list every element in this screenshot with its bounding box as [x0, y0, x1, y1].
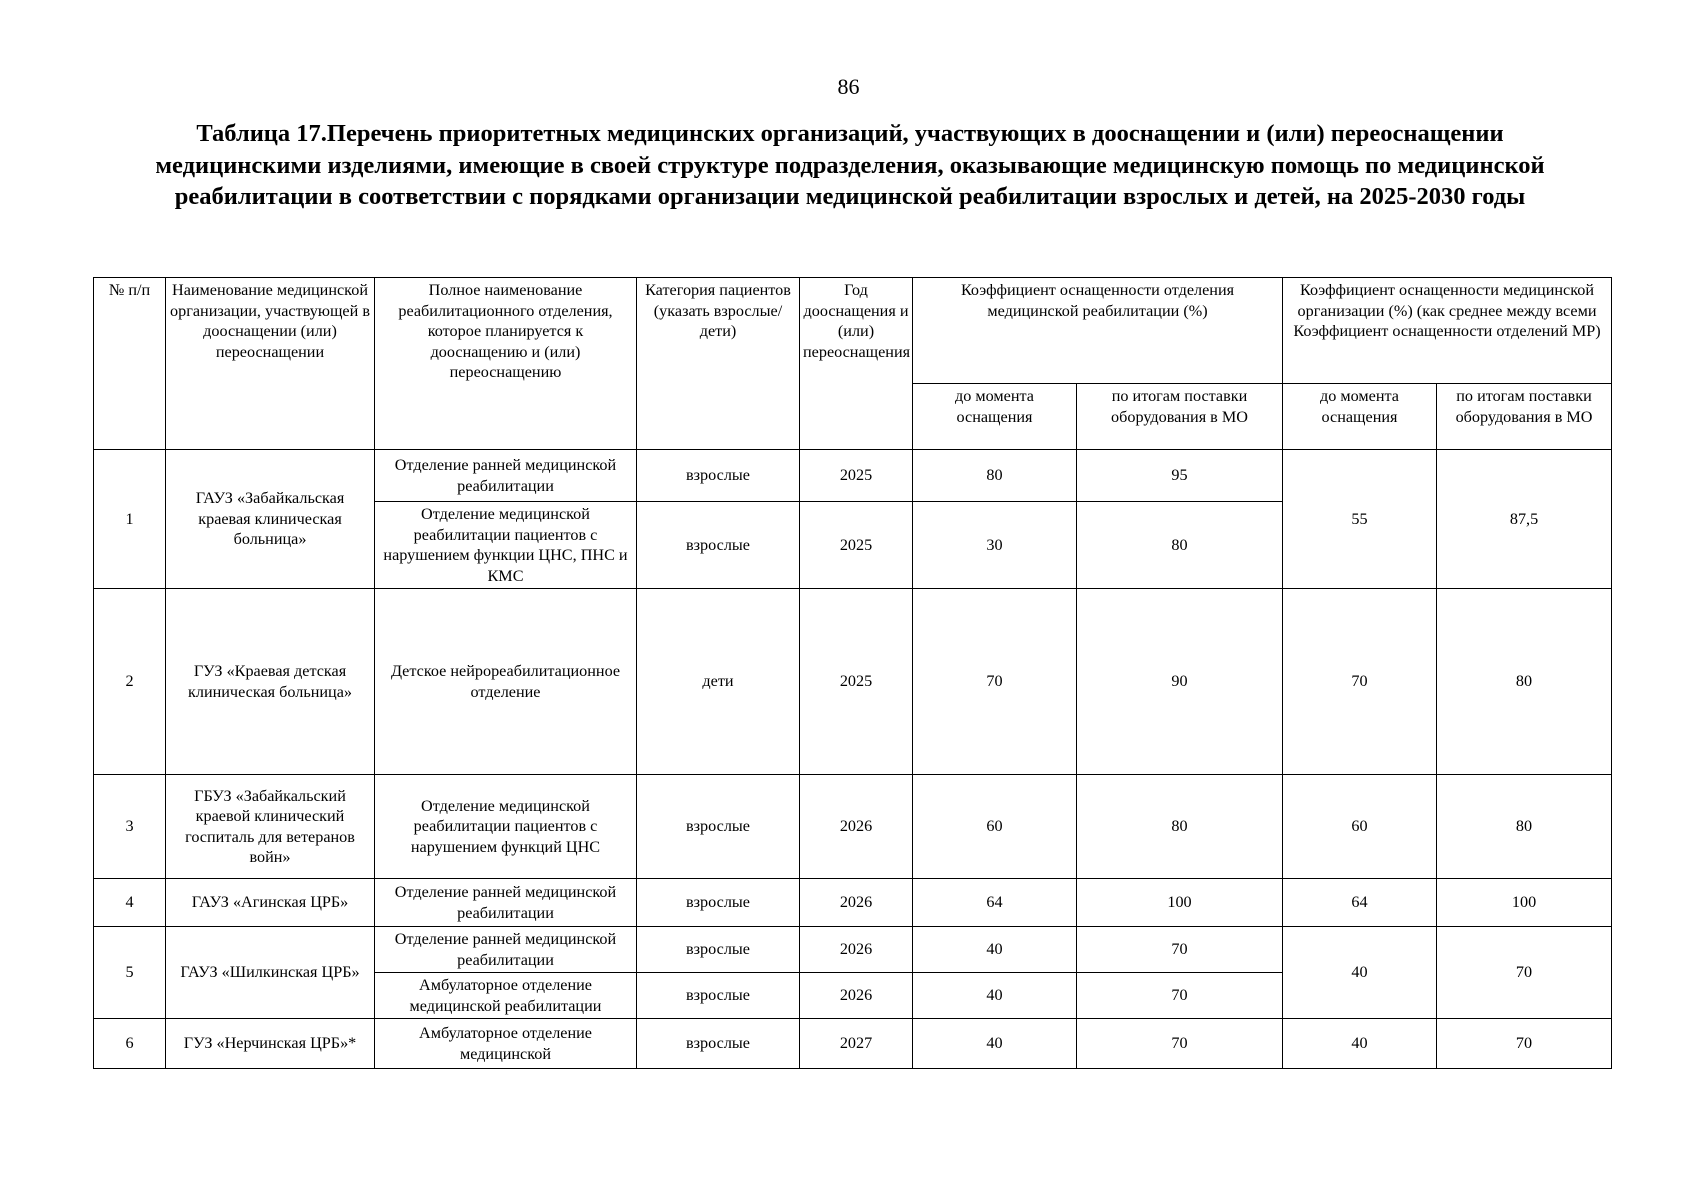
dept-name: Отделение медицинской реабилитации пациентов с нарушением функций ЦНС — [375, 775, 637, 879]
header-dept: Полное наименование реабилитационного отделения, которое планируется к дооснащению и (или) переоснащению — [375, 278, 637, 450]
category: взрослые — [637, 973, 800, 1019]
header-org: Наименование медицинской организации, участвующей в дооснащении (или) переоснащении — [166, 278, 375, 450]
dept-before: 30 — [913, 502, 1077, 589]
org-after: 100 — [1437, 879, 1612, 927]
dept-after: 100 — [1077, 879, 1283, 927]
row-num: 3 — [94, 775, 166, 879]
table-row — [94, 450, 1612, 502]
category: взрослые — [637, 1019, 800, 1069]
org-name: ГУЗ «Краевая детская клиническая больница» — [166, 589, 375, 775]
dept-after: 70 — [1077, 1019, 1283, 1069]
table-title: Таблица 17.Перечень приоритетных медицинских организаций, участвующих в дооснащении и (или) переоснащении медицинскими изделиями, имеющие в своей структуре подразделения, оказывающие медицинскую помощь по медицинской реабилитации в соответствии с порядками организации медицинской реабилитации взрослых и детей, на 2025-2030 годы — [155, 120, 1545, 210]
table-row — [94, 589, 1612, 775]
dept-before: 80 — [913, 450, 1077, 502]
org-before: 55 — [1283, 450, 1437, 589]
year: 2026 — [800, 775, 913, 879]
category: взрослые — [637, 450, 800, 502]
dept-after: 70 — [1077, 973, 1283, 1019]
table-row — [94, 775, 1612, 879]
header-dept-before: до момента оснащения — [913, 384, 1077, 450]
year: 2027 — [800, 1019, 913, 1069]
org-before: 60 — [1283, 775, 1437, 879]
dept-name: Отделение ранней медицинской реабилитации — [375, 927, 637, 973]
table-row — [94, 927, 1612, 973]
row-num: 5 — [94, 927, 166, 1019]
header-org-after: по итогам поставки оборудования в МО — [1437, 384, 1612, 450]
header-num: № п/п — [94, 278, 166, 450]
org-before: 64 — [1283, 879, 1437, 927]
header-category: Категория пациентов (указать взрослые/дети) — [637, 278, 800, 450]
dept-name: Детское нейрореабилитационное отделение — [375, 589, 637, 775]
category: дети — [637, 589, 800, 775]
dept-name: Амбулаторное отделение медицинской реабилитации — [375, 973, 637, 1019]
table-row — [94, 879, 1612, 927]
year: 2025 — [800, 502, 913, 589]
org-before: 40 — [1283, 1019, 1437, 1069]
org-after: 80 — [1437, 775, 1612, 879]
header-dept-after: по итогам поставки оборудования в МО — [1077, 384, 1283, 450]
org-after: 70 — [1437, 1019, 1612, 1069]
row-num: 1 — [94, 450, 166, 589]
dept-before: 40 — [913, 1019, 1077, 1069]
dept-after: 80 — [1077, 502, 1283, 589]
header-org-before: до момента оснащения — [1283, 384, 1437, 450]
dept-after: 95 — [1077, 450, 1283, 502]
row-num: 2 — [94, 589, 166, 775]
org-name: ГАУЗ «Агинская ЦРБ» — [166, 879, 375, 927]
category: взрослые — [637, 879, 800, 927]
rehab-table — [93, 277, 1612, 1069]
dept-name: Отделение медицинской реабилитации пациентов с нарушением функции ЦНС, ПНС и КМС — [375, 502, 637, 589]
org-before: 70 — [1283, 589, 1437, 775]
year: 2026 — [800, 973, 913, 1019]
header-dept-coef: Коэффициент оснащенности отделения медицинской реабилитации (%) — [913, 278, 1283, 384]
year: 2025 — [800, 589, 913, 775]
org-name: ГАУЗ «Забайкальская краевая клиническая больница» — [166, 450, 375, 589]
category: взрослые — [637, 775, 800, 879]
dept-name: Отделение ранней медицинской реабилитации — [375, 450, 637, 502]
category: взрослые — [637, 927, 800, 973]
category: взрослые — [637, 502, 800, 589]
dept-before: 40 — [913, 973, 1077, 1019]
org-before: 40 — [1283, 927, 1437, 1019]
org-after: 87,5 — [1437, 450, 1612, 589]
dept-after: 70 — [1077, 927, 1283, 973]
org-after: 70 — [1437, 927, 1612, 1019]
year: 2026 — [800, 879, 913, 927]
dept-before: 70 — [913, 589, 1077, 775]
year: 2026 — [800, 927, 913, 973]
header-year: Год дооснащения и (или) переоснащения — [800, 278, 913, 450]
dept-after: 80 — [1077, 775, 1283, 879]
org-name: ГАУЗ «Шилкинская ЦРБ» — [166, 927, 375, 1019]
dept-name: Отделение ранней медицинской реабилитации — [375, 879, 637, 927]
org-name: ГБУЗ «Забайкальский краевой клинический госпиталь для ветеранов войн» — [166, 775, 375, 879]
dept-before: 60 — [913, 775, 1077, 879]
page-number: 86 — [837, 74, 860, 99]
org-name: ГУЗ «Нерчинская ЦРБ»* — [166, 1019, 375, 1069]
org-after: 80 — [1437, 589, 1612, 775]
table-row — [94, 1019, 1612, 1069]
dept-name: Амбулаторное отделение медицинской — [375, 1019, 637, 1069]
row-num: 6 — [94, 1019, 166, 1069]
dept-before: 64 — [913, 879, 1077, 927]
year: 2025 — [800, 450, 913, 502]
dept-before: 40 — [913, 927, 1077, 973]
row-num: 4 — [94, 879, 166, 927]
dept-after: 90 — [1077, 589, 1283, 775]
header-org-coef: Коэффициент оснащенности медицинской организации (%) (как среднее между всеми Коэффициент оснащенности отделений МР) — [1283, 278, 1612, 384]
